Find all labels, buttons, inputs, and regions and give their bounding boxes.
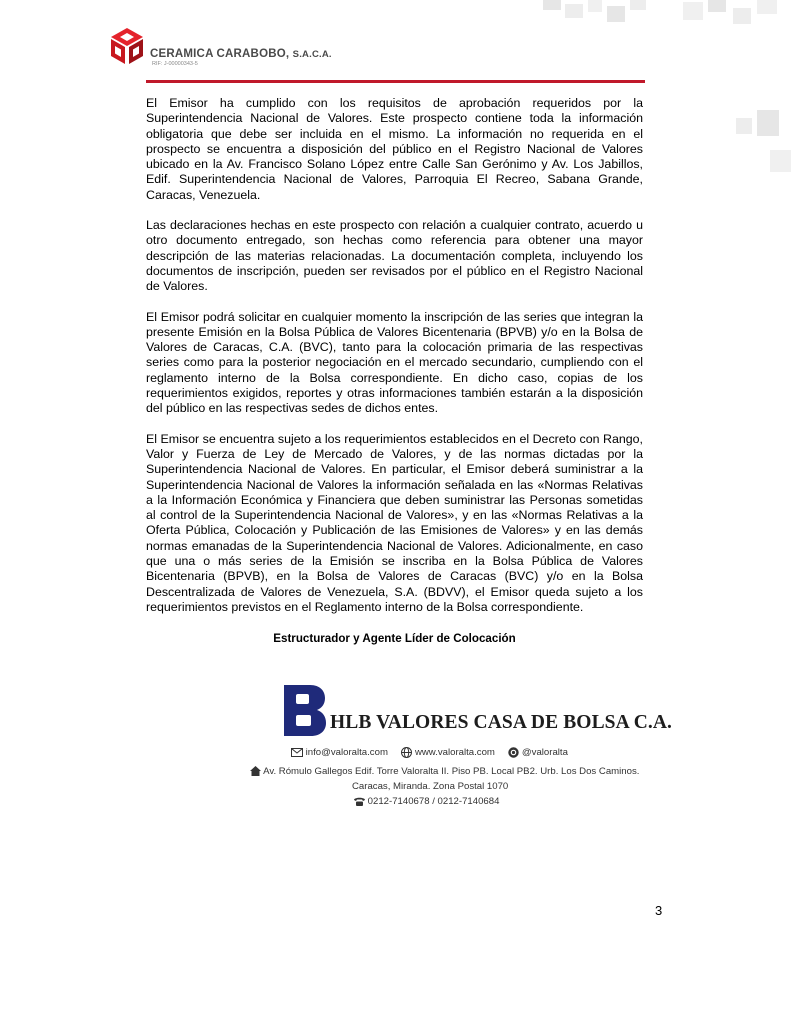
- phone-icon: [354, 797, 365, 806]
- phone-numbers: 0212-7140678 / 0212-7140684: [367, 796, 500, 807]
- decorative-square: [565, 4, 583, 18]
- contact-line-phone: [354, 796, 499, 807]
- company-rif: RIF: J-00000343-5: [152, 61, 198, 67]
- home-icon: [250, 766, 261, 776]
- contact-line-online: [291, 747, 568, 758]
- address-line-1: Av. Rómulo Gallegos Edif. Torre Valoralta II. Piso PB. Local PB2. Urb. Los Dos Caminos.: [263, 766, 640, 777]
- decorative-square: [736, 118, 752, 134]
- decorative-square: [543, 0, 561, 10]
- company-name: [150, 48, 332, 60]
- document-body: [146, 96, 643, 645]
- paragraph-requirements: El Emisor se encuentra sujeto a los requerimientos establecidos en el Decreto con Rango, Valor y Fuerza de Ley de Mercado de Valores, y de las normas dictadas por la Superintendencia Nacional de Valores. En particular, el Emisor deberá suministrar a la Superintendencia Nacional de Valores la información señalada en las «Normas Relativas a la Información Económica y Financiera que deben suministrar las Personas sometidas al control de la Superintendencia Nacional de Valores», y en las «Normas Relativas a la Oferta Pública, Colocación y Publicación de las Emisiones de Valores» y en las demás normas emanadas de la Superintendencia Nacional de Valores. Adicionalmente, en caso que una o más series de la Emisión se inscriba en la Bolsa Pública de Valores Bicentenaria (BPVB), en la Bolsa de Valores de Caracas (BVC) y/o en la Bolsa Descentralizada de Valores de Venezuela, S.A. (BDVV), el Emisor queda sujeto a los requerimientos previstos en el Reglamento interno de la Bolsa correspondiente.: [146, 431, 643, 614]
- decorative-square: [770, 150, 791, 172]
- contact-line-address: [250, 766, 639, 777]
- decorative-square: [757, 0, 777, 14]
- page-number: 3: [655, 903, 663, 918]
- decorative-square: [630, 0, 646, 10]
- company-name-main: CERAMICA CARABOBO,: [150, 48, 290, 60]
- company-name-suffix: S.A.C.A.: [292, 49, 332, 60]
- address-line-2: Caracas, Miranda. Zona Postal 1070: [352, 781, 509, 792]
- instagram-icon: [508, 747, 519, 758]
- ceramica-carabobo-logo-icon: [108, 26, 146, 66]
- hlb-logo-icon: [284, 685, 326, 736]
- social-handle[interactable]: @valoralta: [521, 747, 568, 759]
- email-link[interactable]: info@valoralta.com: [305, 747, 388, 759]
- decorative-square: [607, 6, 625, 22]
- paragraph-declarations: Las declaraciones hechas en este prospecto con relación a cualquier contrato, acuerdo u otro documento entregado, son hechas como referencia para obtener una mayor descripción de las materias relacionadas. La documentación completa, incluyendo los documentos de inscripción, pueden ser revisados por el público en el Registro Nacional de Valores.: [146, 218, 643, 294]
- globe-icon: [401, 747, 412, 758]
- paragraph-approval: El Emisor ha cumplido con los requisitos de aprobación requeridos por la Superintendencia Nacional de Valores. Este prospecto contiene toda la información obligatoria que debe ser incluida en el mismo. La información no requerida en el prospecto se encuentra a disposición del público en el Registro Nacional de Valores ubicado en la Av. Francisco Solano López entre Calle San Gerónimo y Av. Los Jabillos, Edif. Superintendencia Nacional de Valores, Parroquia El Recreo, Sabana Grande, Caracas, Venezuela.: [146, 96, 643, 202]
- decorative-square: [733, 8, 751, 24]
- paragraph-registration: El Emisor podrá solicitar en cualquier momento la inscripción de las series que integran la presente Emisión en la Bolsa Pública de Valores Bicentenaria (BPVB) y/o en la Bolsa de Valores de Caracas, C.A. (BVC), tanto para la colocación primaria de las respectivas series como para la posterior negociación en el mercado secundario, cumpliendo con el reglamento interno de la Bolsa correspondiente. En dicho caso, copias de los requerimientos exigidos, reportes y otras informaciones también estarán a la disposición del público en las respectivas sedes de dichos entes.: [146, 309, 643, 416]
- decorative-square: [708, 0, 726, 12]
- website-link[interactable]: www.valoralta.com: [414, 747, 495, 759]
- header-rule: [146, 80, 645, 83]
- decorative-square: [683, 2, 703, 20]
- hlb-company-name: HLB VALORES CASA DE BOLSA C.A.: [330, 712, 673, 733]
- decorative-square: [757, 110, 779, 136]
- decorative-square: [588, 0, 602, 12]
- mail-icon: [291, 748, 303, 757]
- structurer-title: Estructurador y Agente Líder de Colocación: [273, 632, 516, 646]
